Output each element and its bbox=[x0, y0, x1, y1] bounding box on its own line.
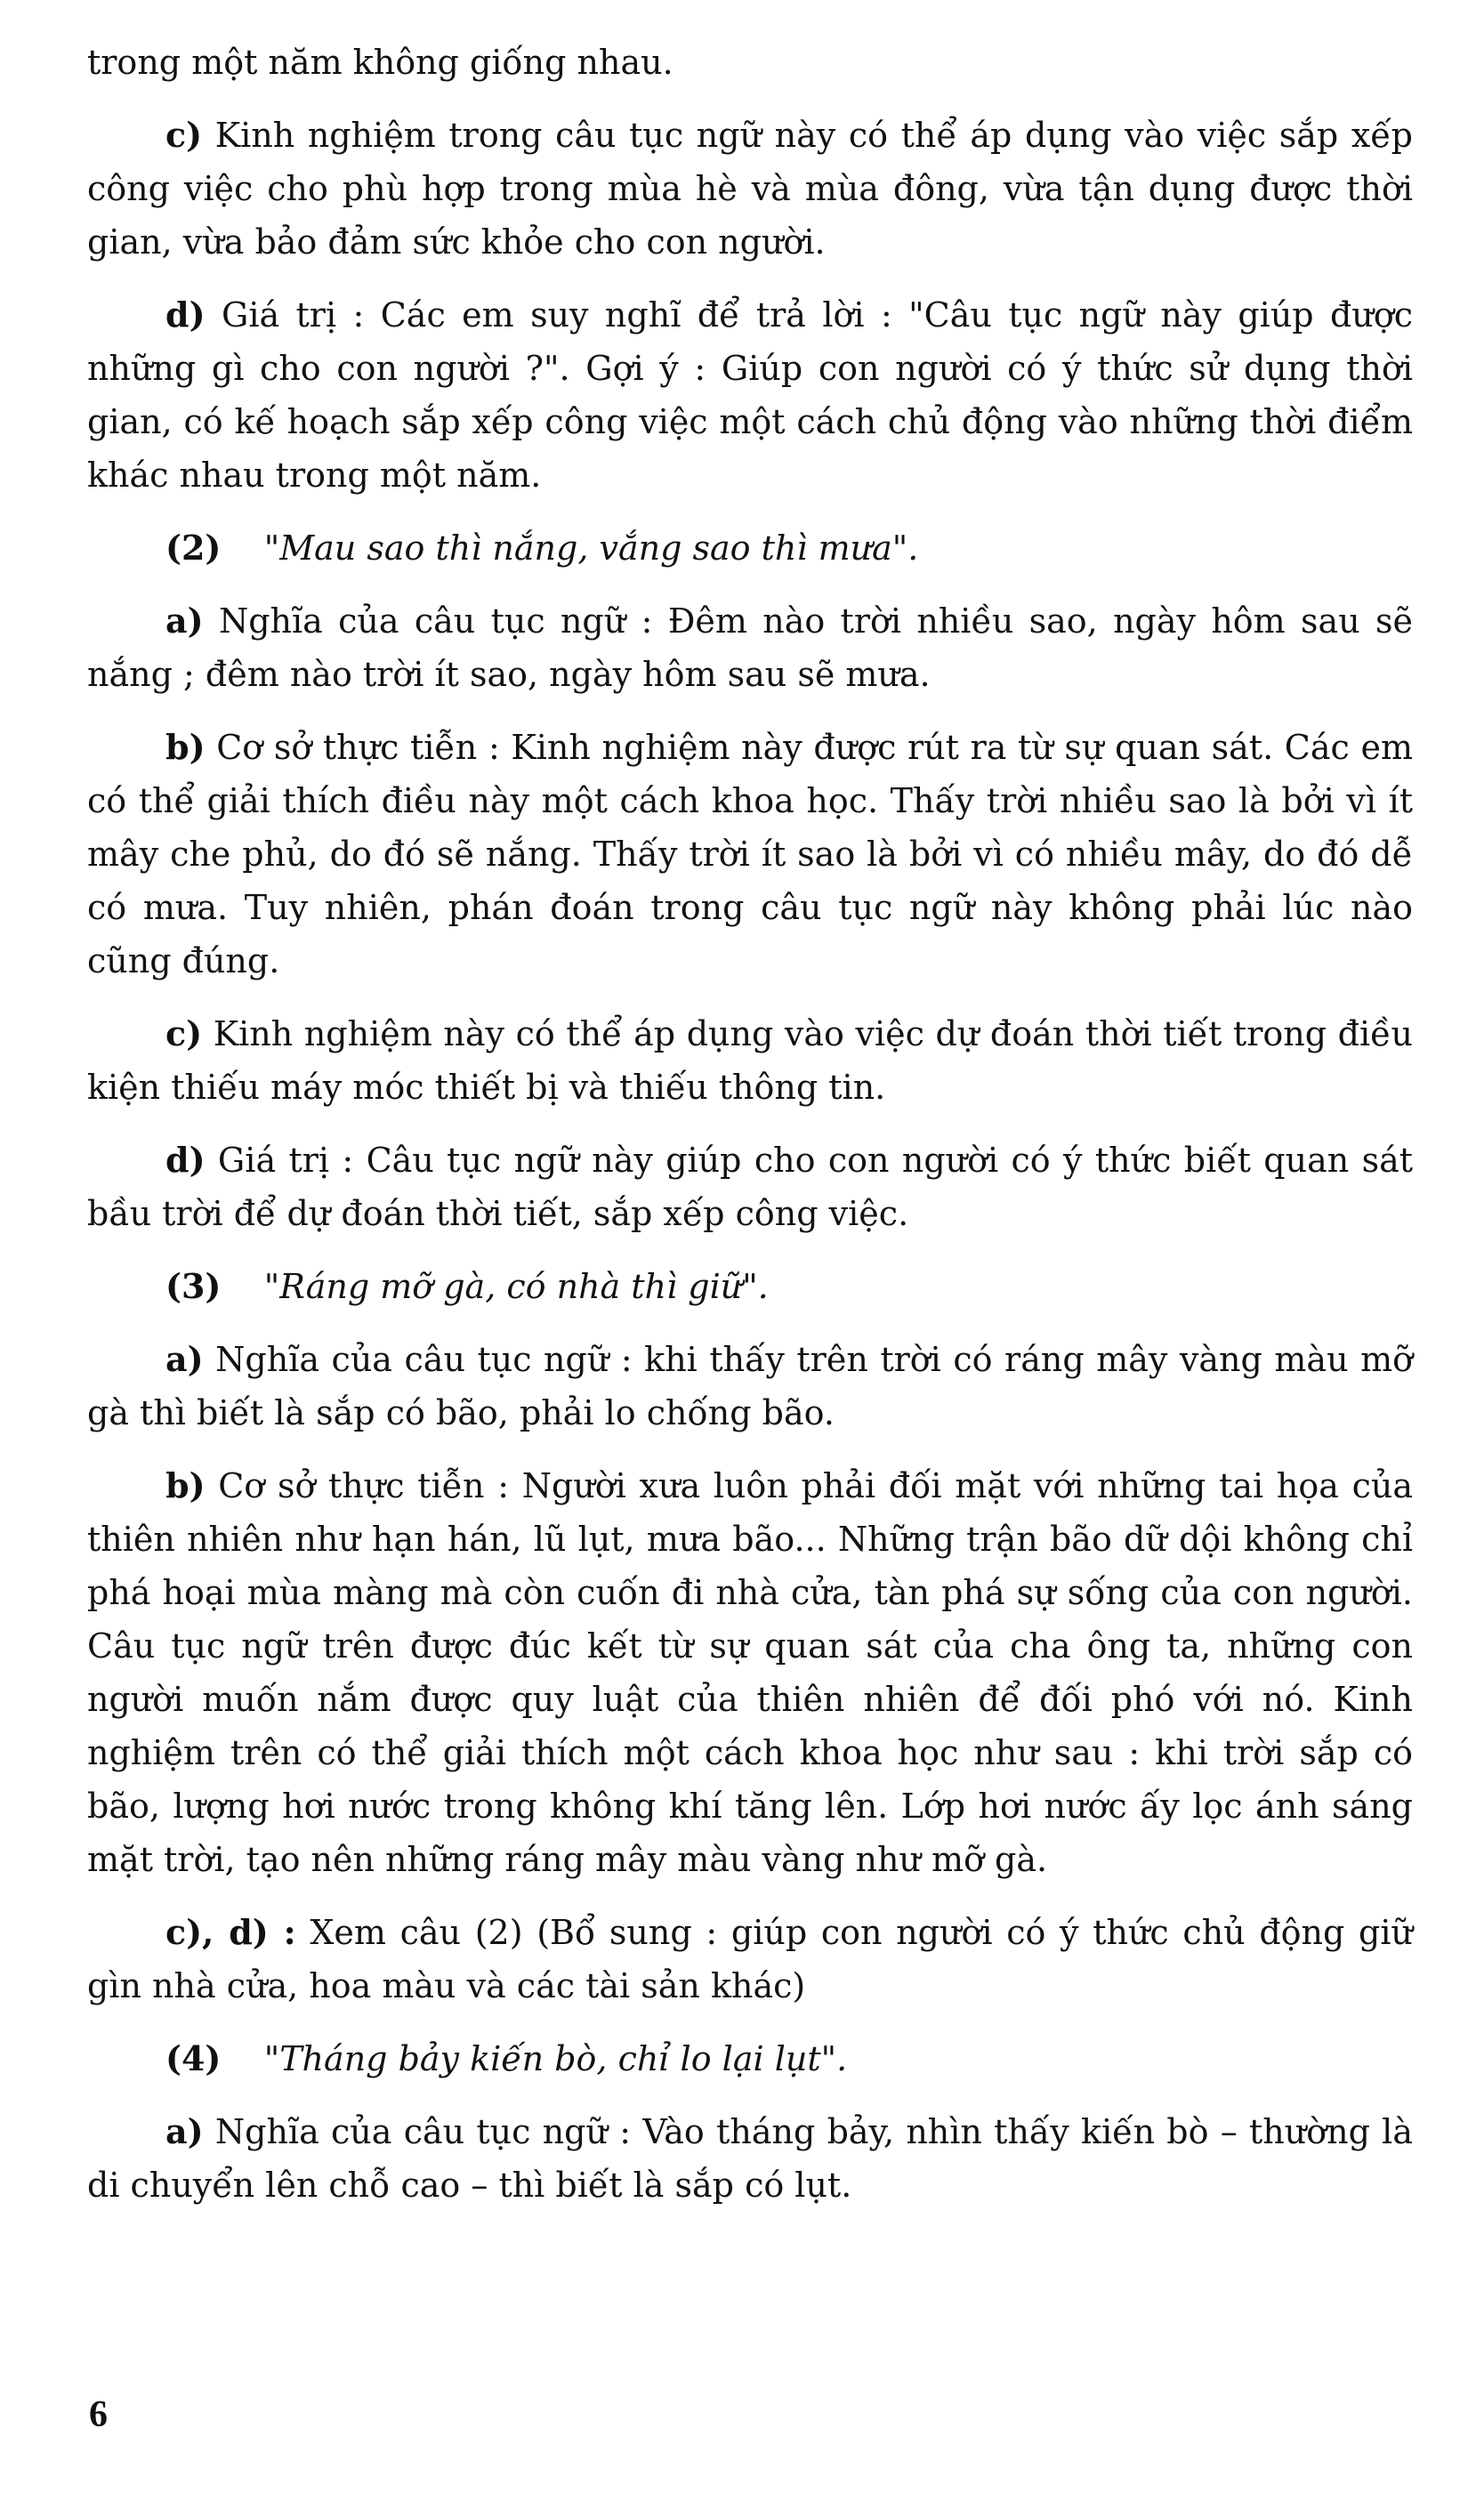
paragraph-2a bbox=[87, 594, 1413, 701]
proverb-number: (2) bbox=[165, 528, 222, 568]
proverb-number: (3) bbox=[165, 1266, 222, 1306]
paragraph-3b bbox=[87, 1459, 1413, 1886]
document-page bbox=[87, 36, 1413, 2231]
paragraph-text: Kinh nghiệm này có thể áp dụng vào việc dự đoán thời tiết trong điều kiện thiếu máy móc thiết bị và thiếu thông tin. bbox=[87, 1014, 1413, 1107]
paragraph-text: Nghĩa của câu tục ngữ : Đêm nào trời nhiều sao, ngày hôm sau sẽ nắng ; đêm nào trời ít sao, ngày hôm sau sẽ mưa. bbox=[87, 601, 1413, 694]
paragraph-text: trong một năm không giống nhau. bbox=[87, 43, 673, 82]
proverb-heading-3 bbox=[87, 1260, 1413, 1313]
item-label: a) bbox=[165, 2111, 204, 2151]
paragraph-1c bbox=[87, 109, 1413, 269]
item-label: a) bbox=[165, 601, 204, 641]
item-label: b) bbox=[165, 1465, 206, 1505]
paragraph-text: Cơ sở thực tiễn : Kinh nghiệm này được rút ra từ sự quan sát. Các em có thể giải thích điều này một cách khoa học. Thấy trời nhiều sao là bởi vì ít mây che phủ, do đó sẽ nắng. Thấy trời ít sao là bởi vì có nhiều mây, do đó dễ có mưa. Tuy nhiên, phán đoán trong câu tục ngữ này không phải lúc nào cũng đúng. bbox=[87, 728, 1413, 980]
item-label: c) bbox=[165, 115, 203, 155]
paragraph-1d bbox=[87, 288, 1413, 502]
paragraph-2d bbox=[87, 1133, 1413, 1240]
paragraph-2c bbox=[87, 1007, 1413, 1114]
paragraph-4a bbox=[87, 2105, 1413, 2212]
proverb-number: (4) bbox=[165, 2038, 222, 2078]
item-label: c) bbox=[165, 1013, 203, 1053]
paragraph-3a bbox=[87, 1333, 1413, 1440]
paragraph-continuation bbox=[87, 36, 1413, 89]
paragraph-text: Cơ sở thực tiễn : Người xưa luôn phải đối mặt với những tai họa của thiên nhiên như hạn hán, lũ lụt, mưa bão... Những trận bão dữ dội không chỉ phá hoại mùa màng mà còn cuốn đi nhà cửa, tàn phá sự sống của con người. Câu tục ngữ trên được đúc kết từ sự quan sát của cha ông ta, những con người muốn nắm được quy luật của thiên nhiên để đối phó với nó. Kinh nghiệm trên có thể giải thích một cách khoa học như sau : khi trời sắp có bão, lượng hơi nước trong không khí tăng lên. Lớp hơi nước ấy lọc ánh sáng mặt trời, tạo nên những ráng mây màu vàng như mỡ gà. bbox=[87, 1466, 1413, 1879]
paragraph-3cd bbox=[87, 1906, 1413, 2013]
proverb-quote: "Ráng mỡ gà, có nhà thì giữ". bbox=[263, 1267, 769, 1306]
paragraph-2b bbox=[87, 721, 1413, 988]
proverb-heading-2 bbox=[87, 521, 1413, 575]
paragraph-text: Xem câu (2) (Bổ sung : giúp con người có ý thức chủ động giữ gìn nhà cửa, hoa màu và các tài sản khác) bbox=[87, 1913, 1413, 2005]
item-label: b) bbox=[165, 727, 206, 767]
paragraph-text: Nghĩa của câu tục ngữ : khi thấy trên trời có ráng mây vàng màu mỡ gà thì biết là sắp có bão, phải lo chống bão. bbox=[87, 1340, 1413, 1432]
item-label: d) bbox=[165, 1140, 206, 1180]
paragraph-text: Giá trị : Câu tục ngữ này giúp cho con người có ý thức biết quan sát bầu trời để dự đoán thời tiết, sắp xếp công việc. bbox=[87, 1141, 1413, 1233]
paragraph-text: Giá trị : Các em suy nghĩ để trả lời : "Câu tục ngữ này giúp được những gì cho con người ?". Gợi ý : Giúp con người có ý thức sử dụng thời gian, có kế hoạch sắp xếp công việc một cách chủ động vào những thời điểm khác nhau trong một năm. bbox=[87, 295, 1413, 495]
paragraph-text: Kinh nghiệm trong câu tục ngữ này có thể áp dụng vào việc sắp xếp công việc cho phù hợp trong mùa hè và mùa đông, vừa tận dụng được thời gian, vừa bảo đảm sức khỏe cho con người. bbox=[87, 116, 1413, 262]
paragraph-text: Nghĩa của câu tục ngữ : Vào tháng bảy, nhìn thấy kiến bò – thường là di chuyển lên chỗ cao – thì biết là sắp có lụt. bbox=[87, 2112, 1413, 2205]
item-label: d) bbox=[165, 294, 206, 335]
page-number: 6 bbox=[89, 2394, 108, 2435]
item-label: a) bbox=[165, 1339, 204, 1379]
proverb-quote: "Tháng bảy kiến bò, chỉ lo lại lụt". bbox=[263, 2039, 848, 2078]
item-label: c), d) : bbox=[165, 1912, 296, 1952]
proverb-heading-4 bbox=[87, 2032, 1413, 2085]
proverb-quote: "Mau sao thì nắng, vắng sao thì mưa". bbox=[263, 528, 919, 568]
